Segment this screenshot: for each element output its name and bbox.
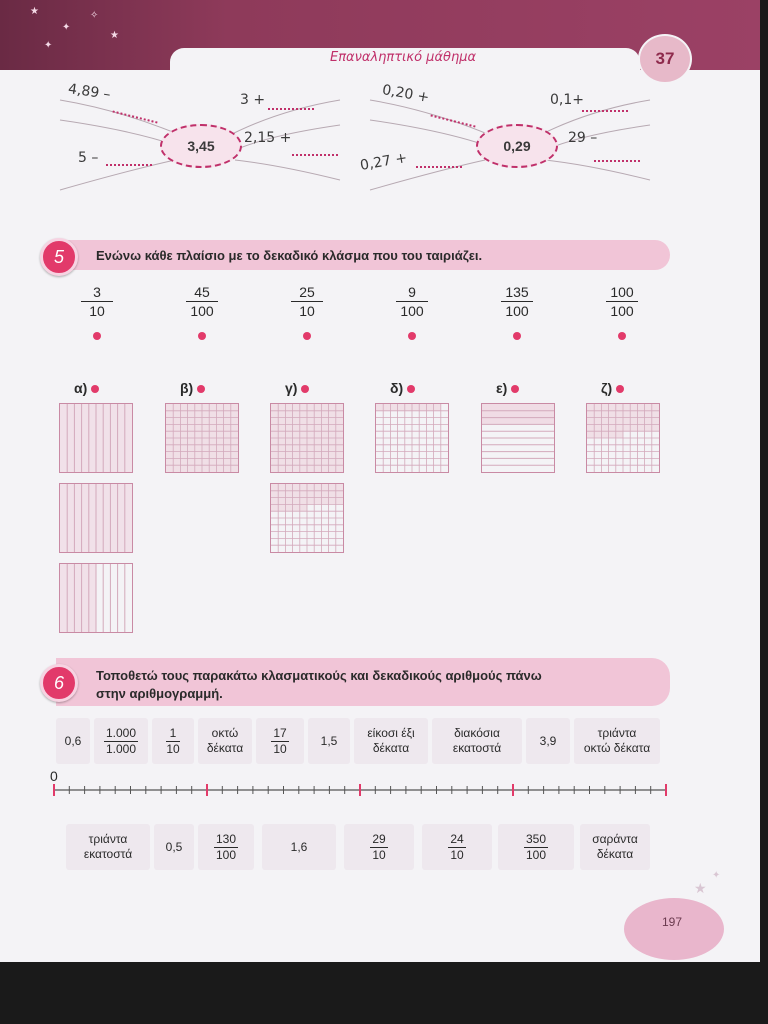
puzzle1-arm: 3 + bbox=[240, 92, 266, 108]
page-number-blob bbox=[624, 898, 724, 960]
decimal-grid bbox=[375, 403, 449, 473]
puzzle1-arm: 4,89 – bbox=[67, 81, 112, 103]
puzzle1-arm: 2,15 + bbox=[244, 130, 292, 146]
number-chip[interactable]: 130 100 bbox=[198, 824, 254, 870]
match-dot[interactable] bbox=[93, 332, 101, 340]
number-chip[interactable]: 350 100 bbox=[498, 824, 574, 870]
number-chip[interactable]: τριάντα εκατοστά bbox=[66, 824, 150, 870]
lesson-title: Επαναληπτικό μάθημα bbox=[330, 50, 477, 65]
match-dot[interactable] bbox=[408, 332, 416, 340]
match-dot[interactable] bbox=[618, 332, 626, 340]
star-icon: ★ bbox=[110, 30, 119, 41]
answer-blank[interactable] bbox=[594, 160, 640, 162]
puzzle2-center: 0,29 bbox=[476, 124, 558, 168]
number-chip[interactable]: είκοσι έξι δέκατα bbox=[354, 718, 428, 764]
star-icon: ★ bbox=[30, 6, 39, 17]
answer-blank[interactable] bbox=[106, 164, 152, 166]
decimal-grid bbox=[59, 403, 133, 473]
answer-blank[interactable] bbox=[268, 108, 314, 110]
number-chip[interactable]: 1 10 bbox=[152, 718, 194, 764]
grid-label[interactable]: α) bbox=[74, 380, 99, 396]
decimal-grid bbox=[59, 563, 133, 633]
page-number: 197 bbox=[662, 915, 683, 929]
star-icon: ✧ bbox=[90, 10, 99, 21]
grid-label[interactable]: β) bbox=[180, 380, 205, 396]
decimal-grid bbox=[165, 403, 239, 473]
fraction: $\frac{45}{100}$ bbox=[172, 284, 232, 319]
answer-blank[interactable] bbox=[416, 166, 462, 168]
exercise5-number: 5 bbox=[40, 238, 78, 276]
number-chip[interactable]: τριάντα οκτώ δέκατα bbox=[574, 718, 660, 764]
number-chip[interactable]: 0,6 bbox=[56, 718, 90, 764]
fraction: $\frac{135}{100}$ bbox=[487, 284, 547, 319]
decimal-grid bbox=[481, 403, 555, 473]
number-chip[interactable]: 1,5 bbox=[308, 718, 350, 764]
grid-label[interactable]: ε) bbox=[496, 380, 519, 396]
puzzle2-arm: 0,20 + bbox=[380, 82, 431, 106]
number-chip[interactable]: 24 10 bbox=[422, 824, 492, 870]
lesson-number-badge: 37 bbox=[638, 34, 692, 84]
number-chip[interactable]: 29 10 bbox=[344, 824, 414, 870]
fraction: $\frac{100}{100}$ bbox=[592, 284, 652, 319]
exercise6-number: 6 bbox=[40, 664, 78, 702]
number-chip[interactable]: διακόσια εκατοστά bbox=[432, 718, 522, 764]
star-icon: ✦ bbox=[62, 22, 71, 33]
match-dot[interactable] bbox=[303, 332, 311, 340]
grid-label[interactable]: ζ) bbox=[601, 380, 624, 396]
fraction: $\frac{9}{100}$ bbox=[382, 284, 442, 319]
decimal-grid bbox=[59, 483, 133, 553]
puzzle1-center: 3,45 bbox=[160, 124, 242, 168]
puzzle2-arm: 0,1+ bbox=[550, 92, 584, 108]
match-dot[interactable] bbox=[513, 332, 521, 340]
puzzle2-arm: 0,27 + bbox=[358, 150, 409, 174]
number-chip[interactable]: σαράντα δέκατα bbox=[580, 824, 650, 870]
star-icon: ★ bbox=[694, 880, 707, 896]
exercise6-instruction: Τοποθετώ τους παρακάτω κλασματικούς και δεκαδικούς αριθμούς πάνω bbox=[96, 668, 542, 683]
puzzle2-arm: 29 – bbox=[568, 130, 598, 146]
exercise5-instruction: Ενώνω κάθε πλαίσιο με το δεκαδικό κλάσμα που του ταιριάζει. bbox=[96, 248, 483, 263]
star-icon: ✦ bbox=[712, 870, 721, 881]
number-chip[interactable]: 0,5 bbox=[154, 824, 194, 870]
match-dot[interactable] bbox=[198, 332, 206, 340]
exercise6-instruction: στην αριθμογραμμή. bbox=[96, 686, 223, 701]
number-chip[interactable]: 1,6 bbox=[262, 824, 336, 870]
puzzle1-arm: 5 – bbox=[78, 150, 99, 166]
grid-label[interactable]: γ) bbox=[285, 380, 309, 396]
fraction: $\frac{3}{10}$ bbox=[67, 284, 127, 319]
answer-blank[interactable] bbox=[582, 110, 628, 112]
number-chip[interactable]: οκτώ δέκατα bbox=[198, 718, 252, 764]
answer-blank[interactable] bbox=[292, 154, 338, 156]
star-icon: ✦ bbox=[44, 40, 53, 51]
number-line[interactable] bbox=[52, 780, 672, 800]
number-line-zero: 0 bbox=[50, 768, 58, 784]
fraction: $\frac{25}{10}$ bbox=[277, 284, 337, 319]
grid-label[interactable]: δ) bbox=[390, 380, 415, 396]
decimal-grid bbox=[586, 403, 660, 473]
number-chip[interactable]: 1.000 1.000 bbox=[94, 718, 148, 764]
decimal-grid bbox=[270, 403, 344, 473]
decimal-grid bbox=[270, 483, 344, 553]
number-chip[interactable]: 17 10 bbox=[256, 718, 304, 764]
number-chip[interactable]: 3,9 bbox=[526, 718, 570, 764]
